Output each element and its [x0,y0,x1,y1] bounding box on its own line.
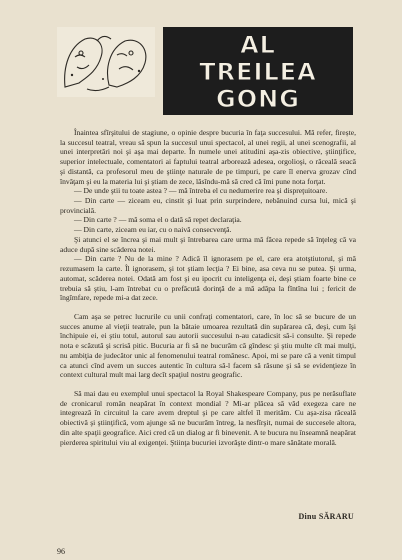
paragraph: Înaintea sfîrşitului de stagiune, o opinie despre bucuria în faţa succesului. Mă refer, firește, la succesul teatral, vreau să spun la succesul unui spectacol, al unei regii, al unei scenografii, al unei interpretări noi şi aşa mai departe. În numele unei atitudini aşa-zis obiective, ştiinţifice, superior intelectuale, comentatori ai faptului teatral arborează adesea, orgolioşi, o răceală seacă şi distantă, ca profesorul meu de ştiinţe naturale de pe timpuri, pe care îl enerva grozav cînd învăţam şi eu la materia lui şi ştiam de zece, lăsîndu-mă să cred că îmi pune nota forţat. [60,128,356,186]
paragraph: — Din carte, ziceam eu iar, cu o naivă consecvenţă. [74,225,232,235]
paragraph: Şi atunci el se încrea şi mai mult şi întrebarea care urma mă făcea repede să înţeleg că va aduce după sine scăderea notei. [60,234,356,254]
title-line-3: GONG [216,85,300,113]
page-number: 96 [57,547,65,556]
title-line-1: AL [240,31,276,59]
paragraph: — Din carte ? — mă soma el o dată să repet declaraţia. [74,215,242,225]
paragraph: — Din carte ? Nu de la mine ? Adică îl ignorasem pe el, care era atotştiutorul, şi mă rezumasem la carte. Îl ignorasem, şi tot ştiam lecţia ? Ei bine, asa ceva nu se putea. Şi urma, automat, scăderea notei. Odată am fost şi eu ipocrit cu inteligenţa ei, deşi ştiam foarte bine ce trebuia să ştiu, l-am întrebat cu o prefăcută dorinţă de a mă adăpa la fîntîna lui ; fericit de îngîmfare, repede mi-a dat zece. [60,254,356,303]
paragraph: Să mai dau eu exemplul unui spectacol la Royal Shakespeare Company, pus pe nerăsuflate de cronicarul român neapărat în context mondial ? Mi-ar plăcea să văd exegeza care ne integrează în circuitul la care avem dreptul şi pe care altfel îl merităm. Cu aşa-zisa răceală obiectivă şi ştiinţifică, vom ajunge să ne bucurăm întreg, la nesfîrşit, numai de succesele altora, din alte spaţii geografice. Aici cred că un dialog ar fi binevenit. A te bucura nu înseamnă neapărat pierderea spiritului viu al exigenţei. Ştiinţa bucuriei izvorăşte dintr-o mare sănătate morală. [60,388,356,447]
author-signature: Dinu SĂRARU [298,512,354,521]
title-line-2: TREILEA [199,58,317,86]
paragraph: Cam aşa se petrec lucrurile cu unii confraţi comentatori, care, în loc să se bucure de un succes anume al vieţii teatrale, pun la bătaie umoarea rezultată din supărarea că, deşi, cum îşi închipuie ei, ei ştiu totul, autorul sau autorii succesului n-au catadicsit să-i consulte. Şi repede nota e scăzută şi scrisă pitic. Bucuria ar fi să ne bucurăm că gîndesc şi ştiu multe cît mai mulţi, nu ambiţia de judecător unic al fenomenului teatral românesc. Apoi, mi se pare că a venit timpul ca atunci cînd avem un succes autentic în cultura să-l facem să răsune şi să se evidenţieze în context cultural mult mai larg decît spaţiul nostru geografic. [60,311,356,380]
column-title-banner [163,27,353,115]
header-illustration [57,27,155,97]
paragraph: — Din carte — ziceam eu, cinstit şi luat prin surprindere, nebănuind cursa lui, mică şi provincială. [60,196,356,215]
article-body [60,128,356,447]
masks-illustration-icon [57,27,155,97]
paragraph: — De unde ştii tu toate astea ? — mă întreba el cu nedumerire rea şi dispreţuitoare. [74,186,328,196]
